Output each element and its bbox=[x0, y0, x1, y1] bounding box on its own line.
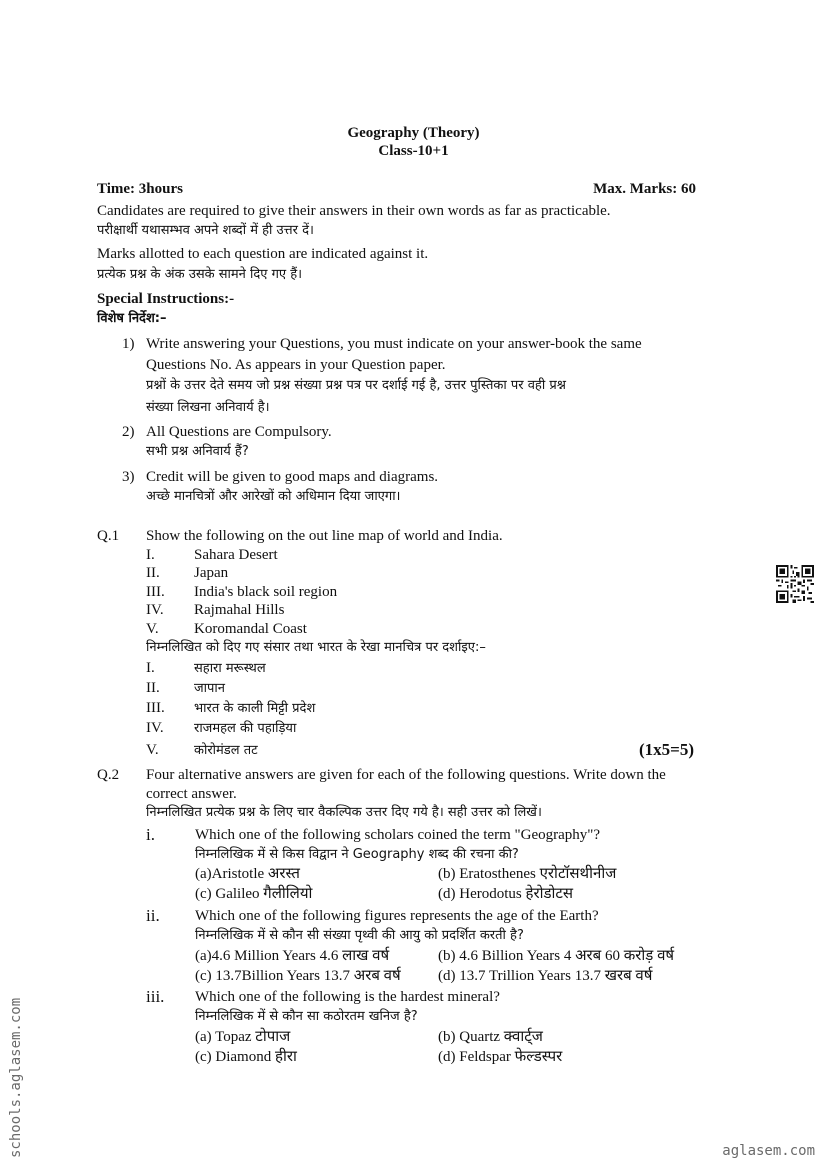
question-2-hindi: निम्नलिखित प्रत्येक प्रश्न के लिए चार वैकल्पिक उत्तर दिए गये है। सही उत्तर को लिखें। bbox=[146, 805, 542, 820]
option-c: (c) 13.7Billion Years 13.7 अरब वर्ष bbox=[195, 968, 401, 984]
question-1-label: Q.1 bbox=[97, 528, 120, 544]
sub-question-hindi: निम्नलिखिक में से कौन सी संख्या पृथ्वी की आयु को प्रदर्शित करती है? bbox=[195, 928, 524, 943]
option-row bbox=[195, 1028, 543, 1046]
instruction-3-hindi: अच्छे मानचित्रों और आरेखों को अधिमान दिया जाएगा। bbox=[146, 489, 401, 504]
qr-code-icon bbox=[776, 565, 814, 603]
option-b: (b) Quartz क्वार्ट्ज bbox=[438, 1029, 543, 1045]
list-item bbox=[146, 620, 307, 638]
general-instruction-1: Candidates are required to give their answers in their own words as far as practicable. bbox=[97, 203, 611, 219]
list-item-number: IV. bbox=[146, 602, 164, 618]
sub-question-text: Which one of the following is the hardest mineral? bbox=[195, 989, 500, 1005]
list-item-text: Rajmahal Hills bbox=[194, 602, 285, 618]
question-2-text-cont: correct answer. bbox=[146, 786, 237, 802]
option-row bbox=[195, 967, 652, 985]
option-d: (d) Feldspar फेल्डस्पर bbox=[438, 1049, 563, 1065]
list-item-number: II. bbox=[146, 680, 160, 696]
sub-question-number: i. bbox=[146, 825, 155, 844]
sub-question-number: ii. bbox=[146, 906, 160, 925]
instruction-1-text-cont: Questions No. As appears in your Question paper. bbox=[146, 357, 446, 373]
list-item bbox=[146, 564, 228, 582]
option-row bbox=[195, 947, 674, 965]
max-marks-label: Max. Marks: 60 bbox=[593, 181, 696, 197]
question-1-hindi: निम्नलिखित को दिए गए संसार तथा भारत के रेखा मानचित्र पर दर्शाइए:– bbox=[146, 640, 486, 655]
list-item-text: India's black soil region bbox=[194, 584, 338, 600]
list-item bbox=[146, 583, 337, 601]
list-item-number: III. bbox=[146, 700, 165, 716]
option-c: (c) Galileo गैलीलियो bbox=[195, 886, 313, 902]
instruction-number: 2) bbox=[122, 424, 135, 440]
paper-title: Geography (Theory) bbox=[347, 125, 480, 141]
option-a: (a) Topaz टोपाज bbox=[195, 1029, 291, 1045]
option-row bbox=[195, 1048, 562, 1066]
option-row bbox=[195, 885, 573, 903]
option-c: (c) Diamond हीरा bbox=[195, 1049, 297, 1065]
special-instructions-heading: Special Instructions:- bbox=[97, 291, 235, 307]
special-instructions-heading-hindi: विशेष निर्देश:– bbox=[97, 311, 167, 326]
sub-question-text: Which one of the following figures represents the age of the Earth? bbox=[195, 908, 599, 924]
list-item-number: I. bbox=[146, 547, 155, 563]
time-label: Time: 3hours bbox=[97, 181, 183, 197]
instruction-1-hindi-cont: संख्या लिखना अनिवार्य है। bbox=[146, 400, 270, 415]
sub-question-text: Which one of the following scholars coined the term "Geography"? bbox=[195, 827, 601, 843]
list-item-number: V. bbox=[146, 621, 159, 637]
list-item-text: Sahara Desert bbox=[194, 547, 278, 563]
list-item-text: सहारा मरूस्थल bbox=[194, 661, 266, 676]
instruction-number: 3) bbox=[122, 469, 135, 485]
option-row bbox=[195, 865, 616, 883]
option-a: (a)Aristotle अरस्त bbox=[195, 866, 300, 882]
list-item-text: जापान bbox=[194, 681, 225, 696]
footer-watermark: aglasem.com bbox=[722, 1143, 815, 1159]
list-item bbox=[146, 741, 258, 760]
list-item-number: I. bbox=[146, 660, 155, 676]
sub-question-hindi: निम्नलिखिक में से किस विद्वान ने Geography शब्द की रचना की? bbox=[195, 847, 519, 862]
list-item bbox=[146, 546, 278, 564]
question-2-text: Four alternative answers are given for each of the following questions. Write down the bbox=[146, 767, 666, 783]
list-item-number: II. bbox=[146, 565, 160, 581]
general-instruction-2-hindi: प्रत्येक प्रश्न के अंक उसके सामने दिए गए हैं। bbox=[97, 267, 303, 282]
option-b: (b) Eratosthenes एरोटॉसथीनीज bbox=[438, 866, 617, 882]
question-1-marks: (1x5=5) bbox=[638, 740, 694, 759]
option-b: (b) 4.6 Billion Years 4 अरब 60 करोड़ वर्ष bbox=[438, 948, 675, 964]
side-watermark: schools.aglasem.com bbox=[8, 997, 24, 1158]
list-item-text: Koromandal Coast bbox=[194, 621, 307, 637]
instruction-3-text: Credit will be given to good maps and diagrams. bbox=[146, 469, 439, 485]
list-item-number: V. bbox=[146, 742, 159, 758]
option-d: (d) 13.7 Trillion Years 13.7 खरब वर्ष bbox=[438, 968, 653, 984]
list-item-text: Japan bbox=[194, 565, 229, 581]
instruction-number: 1) bbox=[122, 336, 135, 352]
instruction-2-text: All Questions are Compulsory. bbox=[146, 424, 332, 440]
list-item bbox=[146, 659, 266, 678]
list-item-text: कोरोमंडल तट bbox=[194, 743, 258, 758]
general-instruction-1-hindi: परीक्षार्थी यथासम्भव अपने शब्दों में ही उत्तर दें। bbox=[97, 223, 314, 238]
list-item bbox=[146, 699, 315, 718]
list-item bbox=[146, 679, 225, 698]
option-a: (a)4.6 Million Years 4.6 लाख वर्ष bbox=[195, 948, 390, 964]
list-item-text: राजमहल की पहाड़िया bbox=[194, 721, 297, 736]
question-1-text: Show the following on the out line map of world and India. bbox=[146, 528, 503, 544]
general-instruction-2: Marks allotted to each question are indicated against it. bbox=[97, 246, 429, 262]
list-item bbox=[146, 719, 296, 738]
list-item-number: IV. bbox=[146, 720, 164, 736]
paper-class: Class-10+1 bbox=[378, 143, 449, 159]
list-item-number: III. bbox=[146, 584, 165, 600]
sub-question-hindi: निम्नलिखिक में से कौन सा कठोरतम खनिज है? bbox=[195, 1009, 418, 1024]
option-d: (d) Herodotus हेरोडोटस bbox=[438, 886, 574, 902]
question-2-label: Q.2 bbox=[97, 767, 120, 783]
list-item-text: भारत के काली मिट्टी प्रदेश bbox=[194, 701, 316, 716]
sub-question-number: iii. bbox=[146, 987, 165, 1006]
instruction-1-hindi: प्रश्नों के उत्तर देते समय जो प्रश्न संख्या प्रश्न पत्र पर दर्शाई गई है, उत्तर पुस्तिका पर वही प्रश्न bbox=[146, 378, 566, 393]
instruction-1-text: Write answering your Questions, you must indicate on your answer-book the same bbox=[146, 336, 642, 352]
instruction-2-hindi: सभी प्रश्न अनिवार्य हैं? bbox=[146, 444, 249, 459]
list-item bbox=[146, 601, 284, 619]
